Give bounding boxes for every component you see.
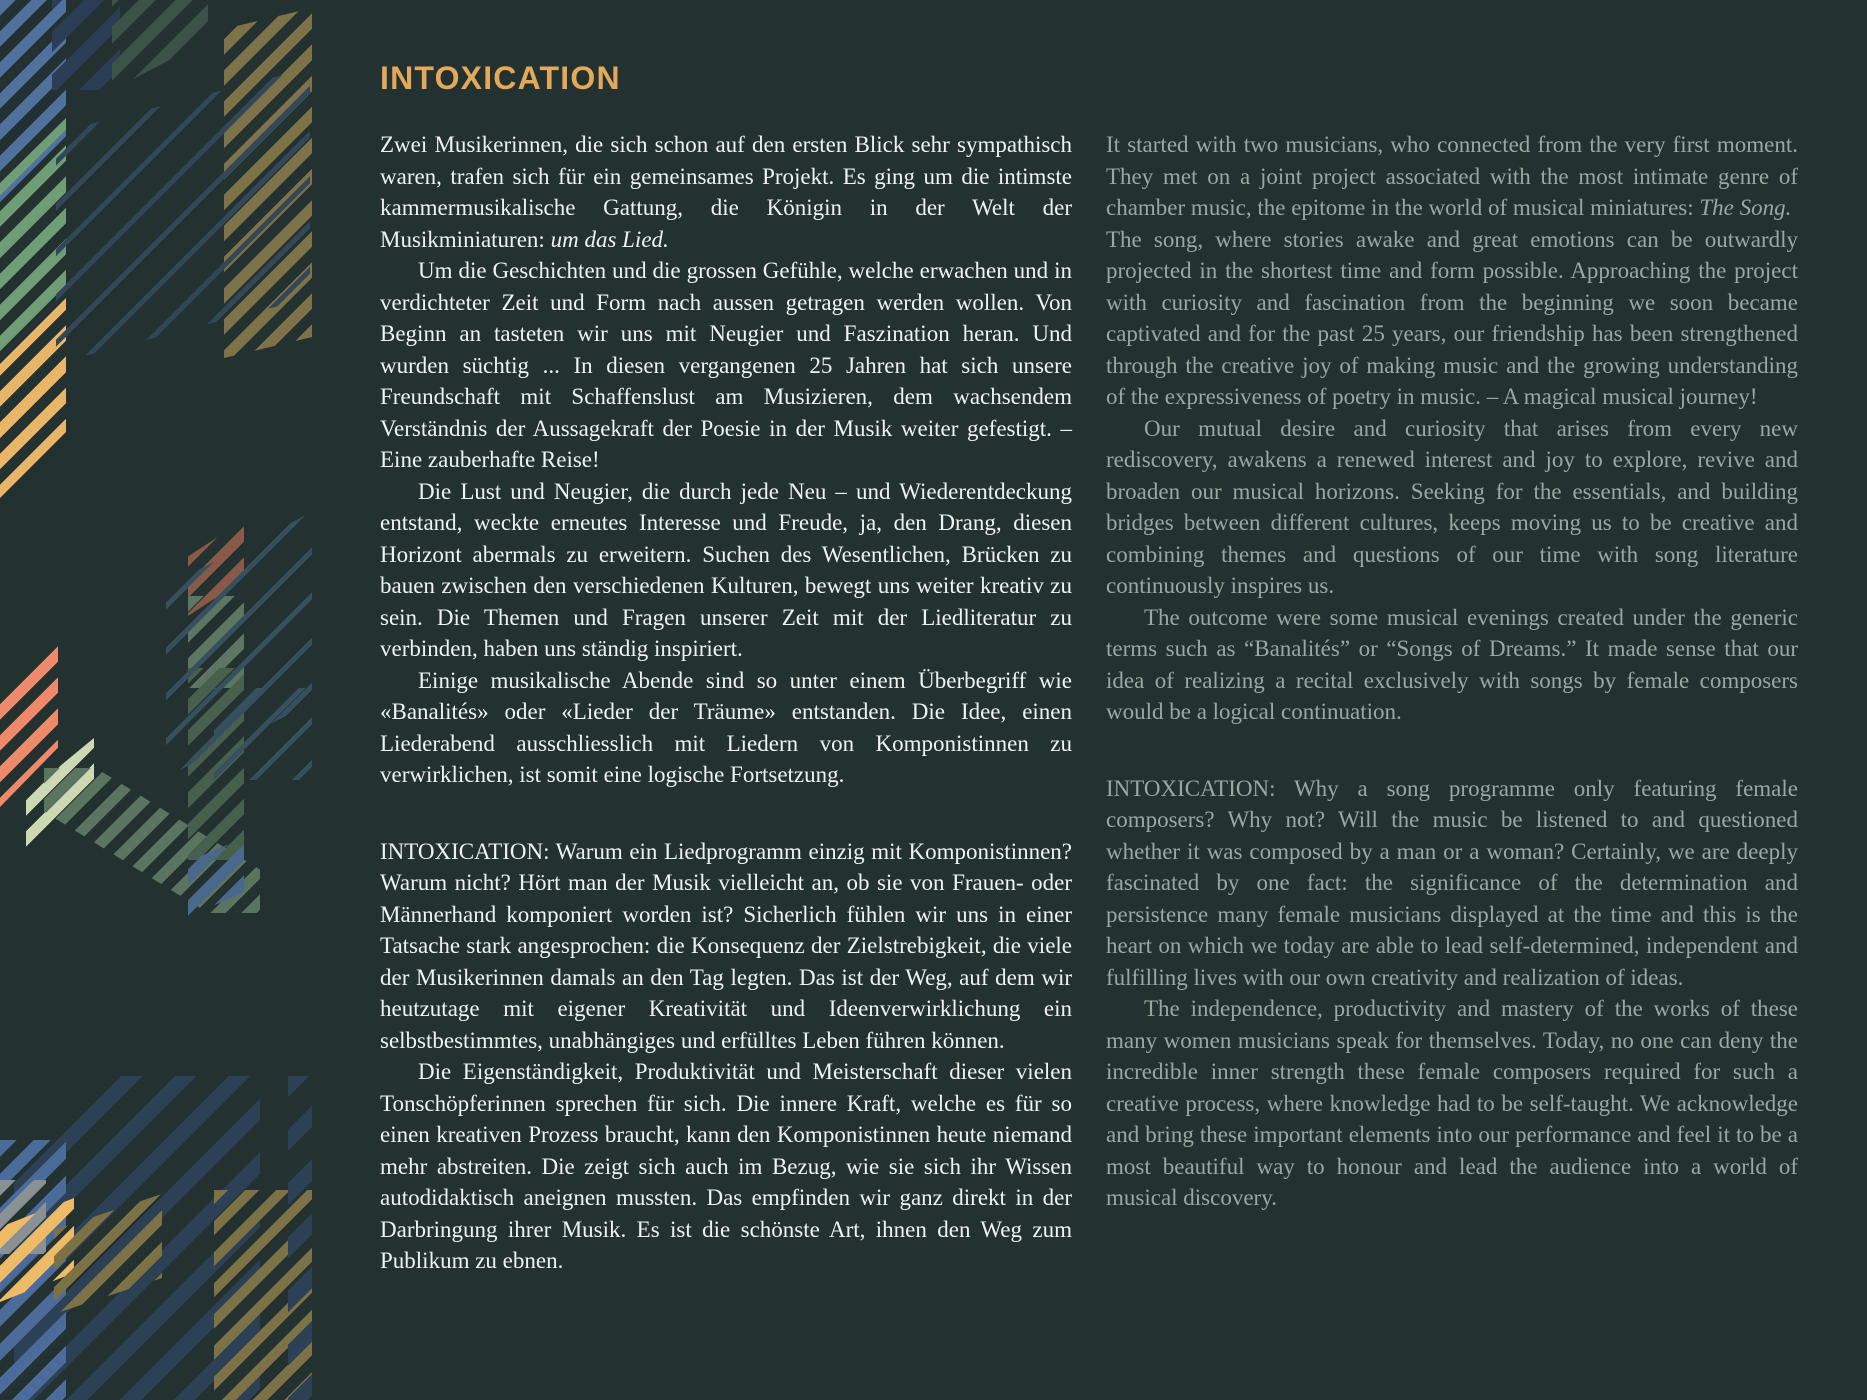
stripe-cluster-navy-top (52, 0, 120, 90)
italic-text-run: um das Lied. (550, 226, 669, 252)
text-run: Die Lust und Neugier, die durch jede Neu – und Wiederentdeckung entstand, weckte erneutes Interesse und Freude, ja, den Drang, diesen Horizont abermals zu erweitern. Suchen des Wesentlichen, Brücken zu bauen zwischen den verschiedenen Kulturen, bewegt uns weiter kreativ zu sein. Die Themen und Fragen unserer Zeit mit der Liedliteratur zu verbinden, haben uns ständig inspiriert. (380, 478, 1072, 661)
text-run: Our mutual desire and curiosity that arises from every new rediscovery, awakens a renewed interest and joy to explore, revive and broaden our musical horizons. Seeking for the essentials, and building bridges between different cultures, keeps moving us to be creative and combining themes and questions of our time with song literature continuously inspires us. (1106, 415, 1798, 598)
text-run: The independence, productivity and mastery of the works of these many women musicians speak for themselves. Today, no one can deny the incredible inner strength these female composers required for such a creative process, where knowledge had to be self-taught. We acknowledge and bring these important elements into our performance and feel it to be a most beautiful way to honour and lead the audience into a world of musical discovery. (1106, 996, 1798, 1210)
english-text-column (1106, 129, 1798, 1277)
text-run: Einige musikalische Abende sind so unter einem Überbegriff wie «Banalités» oder «Lieder der Träume» entstanden. Die Idee, einen Liederabend ausschliesslich mit Liedern von Komponistinnen zu verwirklichen, ist somit eine logische Fortsetzung. (380, 667, 1072, 787)
paragraph (1106, 129, 1798, 224)
text-run: INTOXICATION: Why a song programme only featuring female composers? Why not? Will the music be listened to and questioned whether it was composed by a man or a woman? Certainly, we are deeply fascinated by one fact: the significance of the determination and persistence many female musicians displayed at the time and this is the heart on which we today are able to lead self-determined, independent and fulfilling lives with our own creativity and realization of ideas. (1106, 775, 1798, 990)
text-run: The song, where stories awake and great emotions can be outwardly projected in the shortest time and form possible. Approaching the project with curiosity and fascination from the beginning we soon became captivated and for the past 25 years, our friendship has been strengthened through the creative joy of making music and the growing understanding of the expressiveness of poetry in music. – A magical musical journey! (1106, 226, 1798, 409)
text-run: Um die Geschichten und die grossen Gefühle, welche erwachen und in verdichteter Zeit und Form nach aussen getragen werden wollen. Von Beginn an tasteten wir uns mit Neugier und Faszination heran. Und wurden süchtig ... In diesen vergangenen 25 Jahren hat sich unsere Freundschaft mit Schaffenslust am Musizieren, dem wachsendem Verständnis der Aussagekraft der Poesie in der Musik weiter gefestigt. – Eine zauberhafte Reise! (380, 258, 1072, 472)
paragraph (380, 129, 1072, 255)
italic-text-run: The Song. (1699, 195, 1792, 220)
text-columns (380, 129, 1800, 1277)
stripe-cluster-navy-edge (288, 1076, 312, 1400)
paragraph (1106, 773, 1798, 994)
paragraph (380, 665, 1072, 791)
paragraph (1106, 224, 1798, 413)
stripe-cluster-darkgreen-top (112, 0, 208, 90)
paragraph (1106, 602, 1798, 728)
text-run: INTOXICATION: Warum ein Liedprogramm einzig mit Komponistinnen? Warum nicht? Hört man der Musik vielleicht an, ob sie von Frauen- oder Männerhand komponiert worden ist? Sicherlich fühlen wir uns in einer Tatsache stark angesprochen: die Konsequenz der Zielstrebigkeit, die viele der Musikerinnen damals an den Tag legten. Das ist der Weg, auf dem wir heutzutage mit eigener Kreativität und Ideenverwirklichung ein selbstbestimmtes, unabhängiges und erfülltes Leben führen können. (380, 838, 1072, 1053)
page-title: INTOXICATION (380, 60, 621, 96)
paragraph (1106, 413, 1798, 602)
stripe-cluster-thin-lines-right (214, 688, 312, 780)
page-content (380, 62, 1800, 1277)
paragraph (1106, 993, 1798, 1214)
paragraph (380, 255, 1072, 476)
decorative-stripe-art (0, 0, 314, 1400)
text-run: The outcome were some musical evenings created under the generic terms such as “Banalités” or “Songs of Dreams.” It made sense that our idea of realizing a recital exclusively with songs by female composers would be a logical continuation. (1106, 604, 1798, 724)
german-text-column (380, 129, 1072, 1277)
paragraph (380, 1056, 1072, 1277)
paragraph (380, 836, 1072, 1057)
paragraph (380, 476, 1072, 665)
text-run: Die Eigenständigkeit, Produktivität und Meisterschaft dieser vielen Tonschöpferinnen sprechen für sich. Die innere Kraft, welche es für so einen kreativen Prozess braucht, kann den Komponistinnen heute niemand mehr abstreiten. Die zeigt sich auch im Bezug, wie sie sich ihr Wissen autodidaktisch aneignen mussten. Das empfinden wir ganz direkt in der Darbringung ihrer Musik. Es ist die schönste Art, ihnen den Weg zum Publikum zu ebnen. (380, 1059, 1072, 1273)
text-run: It started with two musicians, who connected from the very first moment. They met on a joint project associated with the most intimate genre of chamber music, the epitome in the world of musical miniatures: (1106, 132, 1798, 220)
text-run: Zwei Musikerinnen, die sich schon auf den ersten Blick sehr sympathisch waren, trafen sich für ein gemeinsames Projekt. Es ging um die intimste kammermusikalische Gattung, die Königin in der Welt der Musikminiaturen: (380, 132, 1072, 252)
